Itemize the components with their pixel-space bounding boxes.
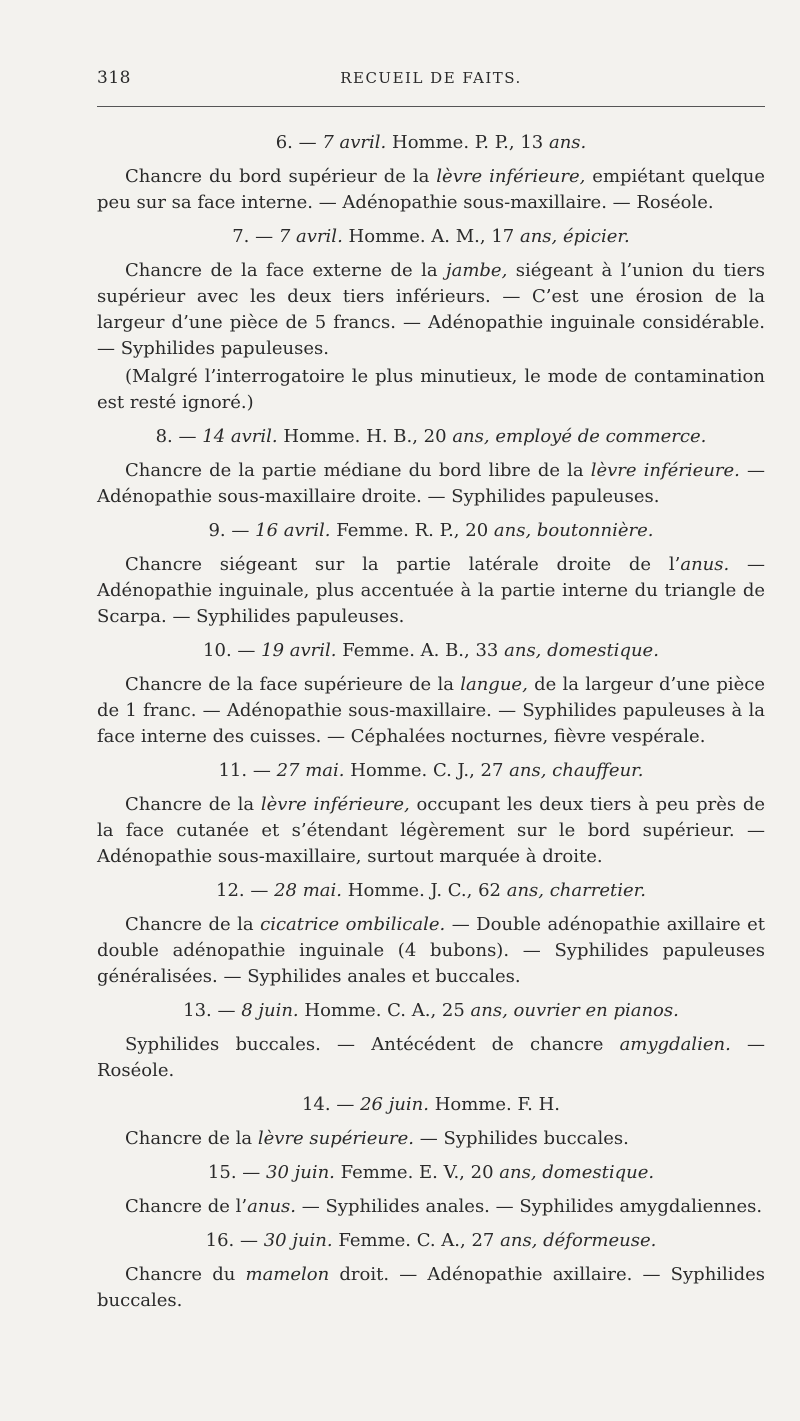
case-date: 16 avril.	[255, 520, 331, 541]
case-description: Chancre de la face supérieure de la langue, de la largeur d’une pièce de 1 franc. — Adénopathie sous-maxillaire. — Syphilides papuleuses à la face interne des cuisses. — Céphalées nocturnes, fièvre vespérale.	[97, 674, 766, 747]
case-patient: Homme. C. A., 25	[304, 1000, 465, 1021]
case-details: ans, boutonnière.	[493, 520, 654, 541]
case-heading	[97, 878, 765, 904]
case-heading	[97, 638, 765, 664]
case-note: (Malgré l’interrogatoire le plus minutieux, le mode de contamination est resté ignoré.)	[97, 366, 765, 413]
case-number: 14. —	[301, 1094, 355, 1115]
case-date: 8 juin.	[241, 1000, 299, 1021]
case-date: 28 mai.	[274, 880, 343, 901]
case-number: 9. —	[208, 520, 250, 541]
case-description: Chancre de la cicatrice ombilicale. — Double adénopathie axillaire et double adénopathie inguinale (4 bubons). — Syphilides papuleuses généralisées. — Syphilides anales et buccales.	[97, 914, 766, 987]
case-description: Chancre de la lèvre supérieure. — Syphilides buccales.	[125, 1128, 629, 1149]
case-description: Chancre siégeant sur la partie latérale droite de l’anus. — Adénopathie inguinale, plus accentuée à la partie interne du triangle de Scarpa. — Syphilides papuleuses.	[97, 554, 765, 627]
case-details: ans, déformeuse.	[500, 1230, 657, 1251]
running-title: RECUEIL DE FAITS.	[340, 69, 522, 87]
case-patient: Homme. H. B., 20	[283, 426, 447, 447]
case-date: 7 avril.	[278, 226, 343, 247]
case-date: 30 juin.	[266, 1162, 335, 1183]
case-patient: Femme. E. V., 20	[340, 1162, 494, 1183]
case-date: 7 avril.	[322, 132, 387, 153]
case-heading	[97, 424, 765, 450]
case-patient: Homme. C. J., 27	[350, 760, 504, 781]
case-number: 7. —	[232, 226, 274, 247]
case-list	[97, 130, 765, 1322]
case-patient: Homme. A. M., 17	[348, 226, 515, 247]
case-number: 12. —	[216, 880, 269, 901]
case-number: 11. —	[218, 760, 271, 781]
case-description: Chancre du bord supérieur de la lèvre inférieure, empiétant quelque peu sur sa face interne. — Adénopathie sous-maxillaire. — Roséole.	[97, 166, 765, 213]
case-patient: Femme. R. P., 20	[336, 520, 489, 541]
case-patient: Homme. F. H.	[434, 1094, 561, 1115]
case-date: 27 mai.	[276, 760, 345, 781]
case-details: ans.	[548, 132, 587, 153]
case-description: Syphilides buccales. — Antécédent de chancre amygdalien. — Roséole.	[97, 1034, 765, 1081]
case-heading	[97, 998, 765, 1024]
case-details: ans, épicier.	[519, 226, 630, 247]
page-number: 318	[97, 68, 131, 88]
case-date: 14 avril.	[202, 426, 278, 447]
case-number: 6. —	[275, 132, 317, 153]
case-details: ans, domestique.	[499, 1162, 655, 1183]
page-header	[97, 68, 765, 92]
case-description: Chancre de la partie médiane du bord libre de la lèvre inférieure. — Adénopathie sous-maxillaire droite. — Syphilides papuleuses.	[97, 460, 765, 507]
case-heading	[97, 758, 765, 784]
case-heading	[97, 224, 765, 250]
case-description: Chancre de l’anus. — Syphilides anales. — Syphilides amygdaliennes.	[125, 1196, 763, 1217]
case-details: ans, charretier.	[506, 880, 646, 901]
case-description: Chancre du mamelon droit. — Adénopathie axillaire. — Syphilides buccales.	[97, 1264, 765, 1311]
case-heading	[97, 130, 765, 156]
case-description: Chancre de la lèvre inférieure, occupant les deux tiers à peu près de la face cutanée et s’étendant légèrement sur le bord supérieur. — Adénopathie sous-maxillaire, surtout marquée à droite.	[97, 794, 765, 867]
case-number: 16. —	[205, 1230, 258, 1251]
case-heading	[97, 518, 765, 544]
case-date: 26 juin.	[360, 1094, 429, 1115]
case-patient: Femme. A. B., 33	[342, 640, 499, 661]
case-date: 30 juin.	[263, 1230, 333, 1251]
case-date: 19 avril.	[261, 640, 337, 661]
case-number: 10. —	[203, 640, 256, 661]
case-heading	[97, 1160, 765, 1186]
case-details: ans, chauffeur.	[509, 760, 644, 781]
case-details: ans, ouvrier en pianos.	[470, 1000, 679, 1021]
case-number: 13. —	[183, 1000, 236, 1021]
case-number: 8. —	[155, 426, 197, 447]
case-description: Chancre de la face externe de la jambe, siégeant à l’union du tiers supérieur avec les deux tiers inférieurs. — C’est une érosion de la largeur d’une pièce de 5 francs. — Adénopathie inguinale considérable. — Syphilides papuleuses.	[97, 260, 765, 359]
case-patient: Homme. P. P., 13	[392, 132, 544, 153]
header-rule	[97, 106, 765, 107]
case-details: ans, domestique.	[504, 640, 659, 661]
case-heading	[97, 1228, 765, 1254]
case-details: ans, employé de commerce.	[452, 426, 707, 447]
case-patient: Homme. J. C., 62	[347, 880, 501, 901]
case-number: 15. —	[207, 1162, 261, 1183]
case-patient: Femme. C. A., 27	[338, 1230, 495, 1251]
case-heading	[97, 1092, 765, 1118]
